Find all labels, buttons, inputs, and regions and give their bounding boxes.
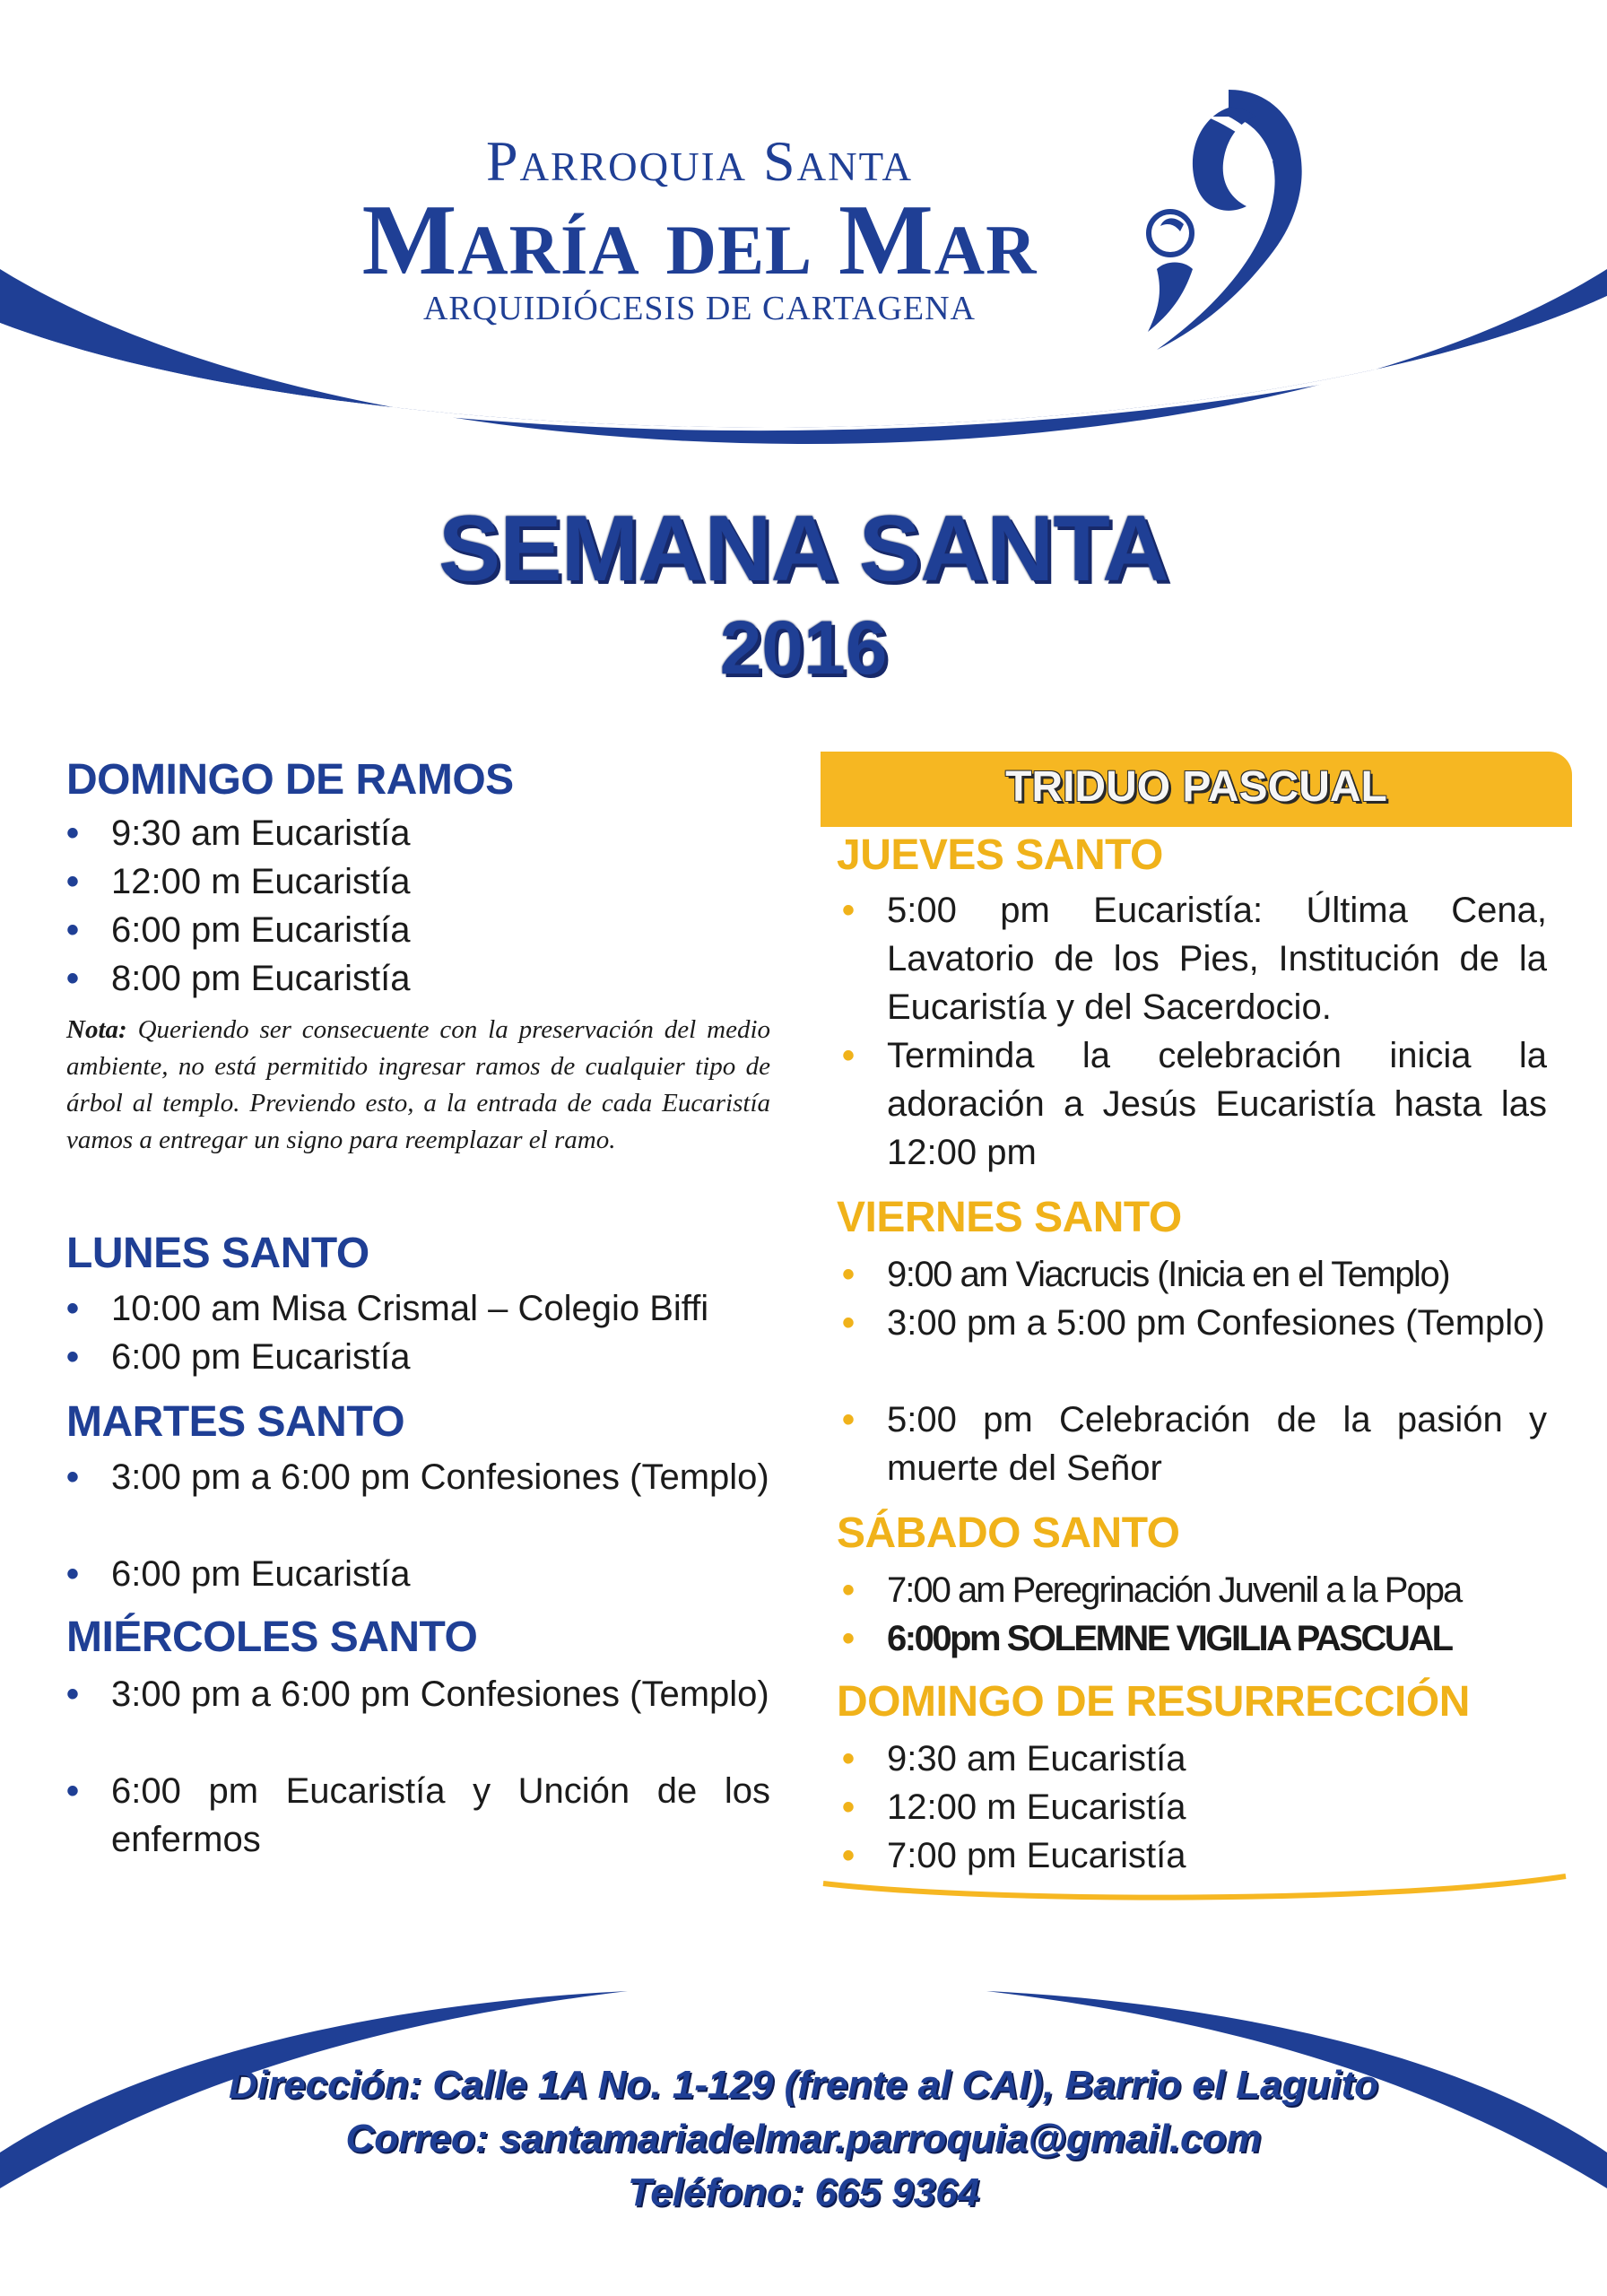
bullet-icon: • xyxy=(66,813,80,853)
archdiocese-name: ARQUIDIÓCESIS DE CARTAGENA xyxy=(422,290,976,327)
page-title-year: 2016 xyxy=(719,605,888,690)
bullet-icon: • xyxy=(66,1554,80,1594)
footer-swoosh xyxy=(0,1928,1607,2296)
footer-address: Dirección: Calle 1A No. 1-129 (frente al CAI), Barrio el Laguito xyxy=(229,2063,1378,2107)
heading-domingo-ramos: DOMINGO DE RAMOS xyxy=(66,756,514,804)
heading-viernes-santo: VIERNES SANTO xyxy=(837,1194,1182,1241)
bullet-icon: • xyxy=(842,1255,856,1294)
nota-label: Nota: xyxy=(66,1015,127,1044)
heading-martes-santo: MARTES SANTO xyxy=(66,1398,405,1446)
heading-domingo-resurreccion: DOMINGO DE RESURRECCIÓN xyxy=(837,1678,1470,1726)
bullet-icon: • xyxy=(842,1303,856,1343)
nota-paragraph xyxy=(66,1012,770,1159)
triduo-banner-title: TRIDUO PASCUAL xyxy=(1005,763,1387,811)
heading-sabado-santo: SÁBADO SANTO xyxy=(837,1509,1180,1557)
footer-email: Correo: santamariadelmar.parroquia@gmail.com xyxy=(345,2117,1262,2161)
heading-lunes-santo: LUNES SANTO xyxy=(66,1230,369,1277)
bullet-icon: • xyxy=(842,1036,856,1075)
nota-text: Queriendo ser consecuente con la preservación del medio ambiente, no está permitido ingresar ramos de cualquier tipo de árbol al templo. Previendo esto, a la entrada de cada Eucaristía vamos a entregar un signo para reemplazar el ramo. xyxy=(66,1015,770,1154)
bullet-icon: • xyxy=(66,910,80,950)
parish-name-line1: Parroquia Santa xyxy=(485,129,914,193)
bullet-icon: • xyxy=(842,1570,856,1610)
bullet-icon: • xyxy=(842,891,856,930)
virgin-and-child-logo-icon xyxy=(1121,81,1318,368)
heading-miercoles-santo: MIÉRCOLES SANTO xyxy=(66,1613,478,1661)
bullet-icon: • xyxy=(842,1836,856,1875)
bullet-icon: • xyxy=(842,1787,856,1827)
bullet-icon: • xyxy=(842,1739,856,1779)
bullet-icon: • xyxy=(66,1674,80,1714)
bullet-icon: • xyxy=(66,1771,80,1811)
bullet-icon: • xyxy=(66,1289,80,1328)
page-title: SEMANA SANTA xyxy=(438,497,1169,601)
footer-phone: Teléfono: 665 9364 xyxy=(627,2170,980,2214)
bullet-icon: • xyxy=(66,959,80,998)
bullet-icon: • xyxy=(842,1400,856,1439)
parish-name-line2: María del Mar xyxy=(361,185,1038,296)
heading-jueves-santo: JUEVES SANTO xyxy=(837,831,1163,879)
bullet-icon: • xyxy=(842,1619,856,1658)
bullet-icon: • xyxy=(66,1457,80,1497)
bullet-icon: • xyxy=(66,1337,80,1377)
bullet-icon: • xyxy=(66,862,80,901)
